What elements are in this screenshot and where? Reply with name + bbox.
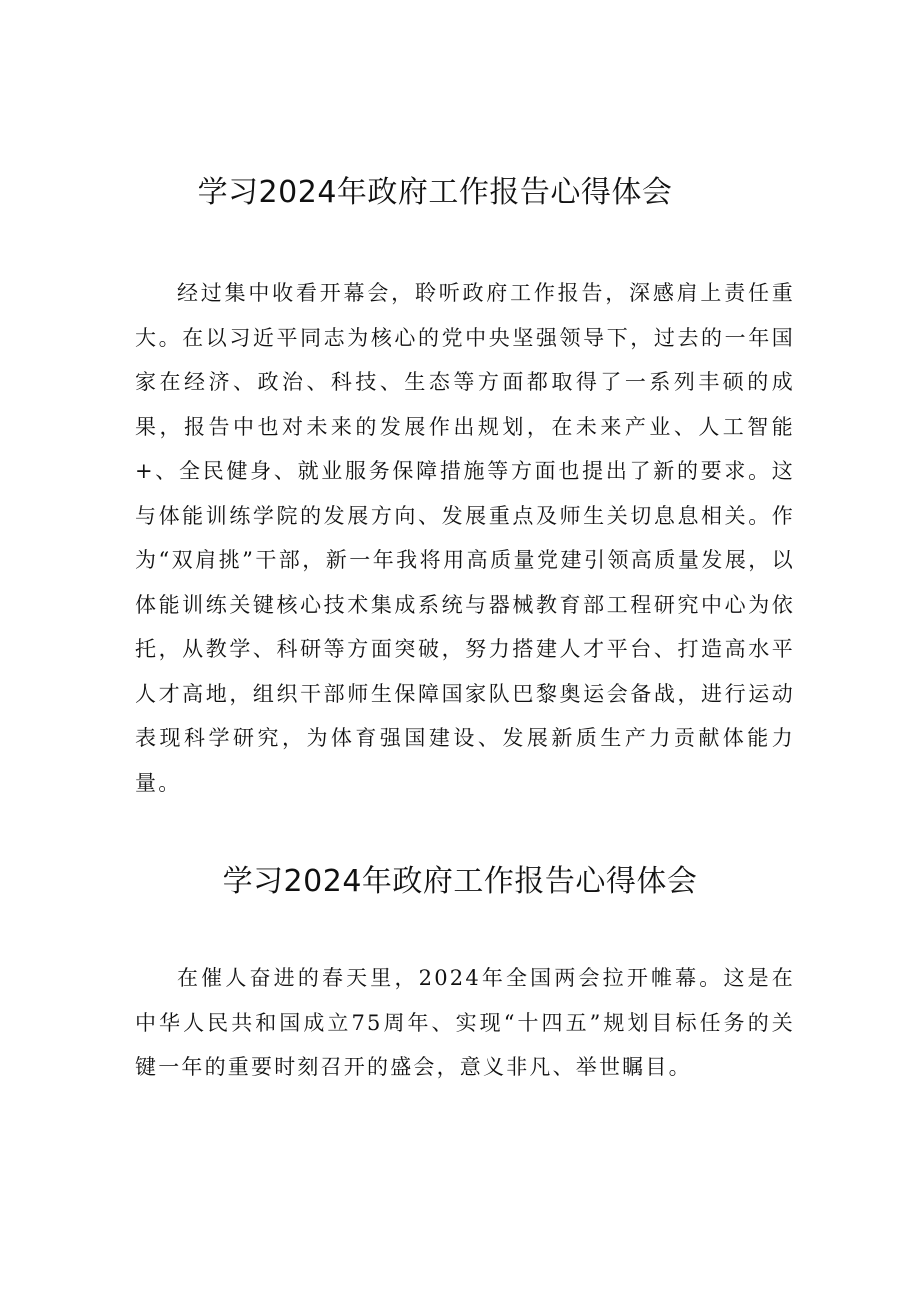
section-1-title: 学习2024年政府工作报告心得体会 xyxy=(197,175,673,210)
section-2-paragraph: 在催人奋进的春天里，2024年全国两会拉开帷幕。这是在中华人民共和国成立75周年、实现“十四五”规划目标任务的关键一年的重要时刻召开的盛会，意义非凡、举世瞩目。 xyxy=(135,966,795,1079)
section-1-paragraph: 经过集中收看开幕会，聆听政府工作报告，深感肩上责任重大。在以习近平同志为核心的党中央坚强领导下，过去的一年国家在经济、政治、科技、生态等方面都取得了一系列丰硕的成果，报告中也对未来的发展作出规划，在未来产业、人工智能+、全民健身、就业服务保障措施等方面也提出了新的要求。这与体能训练学院的发展方向、发展重点及师生关切息息相关。作为“双肩挑”干部，新一年我将用高质量党建引领高质量发展，以体能训练关键核心技术集成系统与器械教育部工程研究中心为依托，从教学、科研等方面突破，努力搭建人才平台、打造高水平人才高地，组织干部师生保障国家队巴黎奥运会备战，进行运动表现科学研究，为体育强国建设、发展新质生产力贡献体能力量。 xyxy=(135,281,795,795)
section-2-title: 学习2024年政府工作报告心得体会 xyxy=(222,864,698,899)
